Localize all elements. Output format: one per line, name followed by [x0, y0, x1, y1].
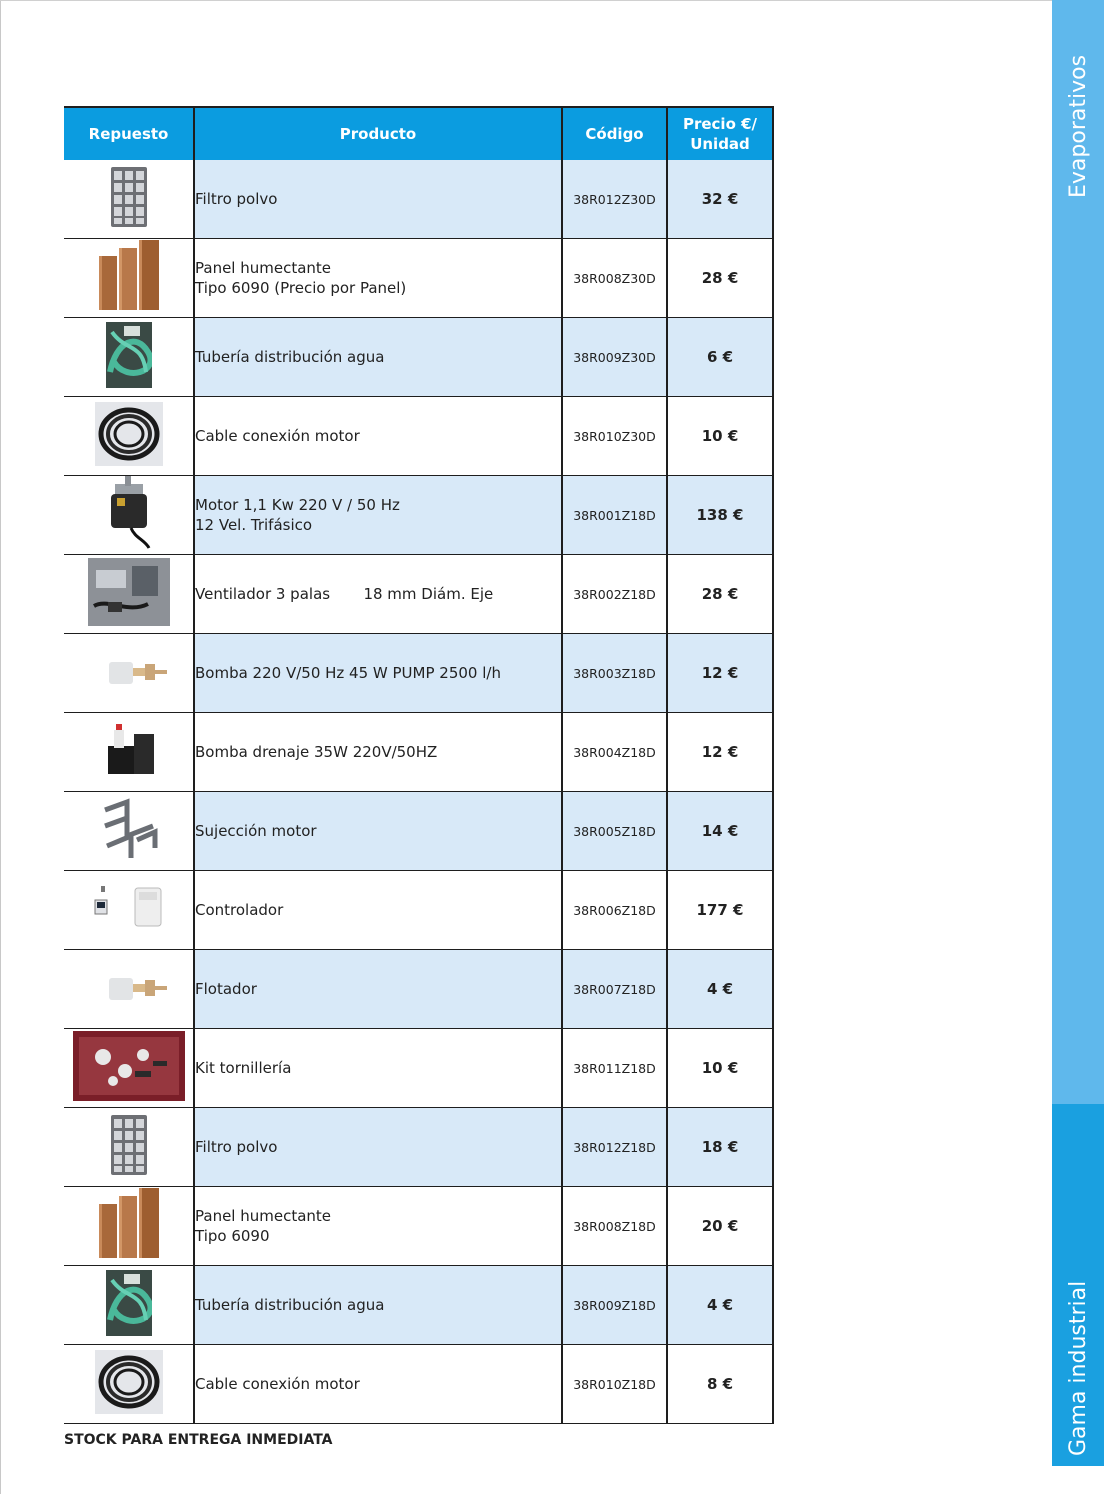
- table-row: [64, 1345, 773, 1424]
- motor-bracket-icon: [97, 796, 161, 866]
- codigo-cell: 38R007Z18D: [562, 950, 667, 1029]
- water-pipe-icon: [106, 322, 152, 392]
- codigo-cell: 38R008Z18D: [562, 1187, 667, 1266]
- side-tab-label: Evaporativos: [1066, 54, 1091, 198]
- table-row: [64, 555, 773, 634]
- codigo-cell: 38R006Z18D: [562, 871, 667, 950]
- precio-cell: 32 €: [667, 160, 773, 239]
- motor-icon: [101, 476, 157, 554]
- repuesto-cell: [64, 555, 194, 634]
- table-header-row: [64, 107, 773, 160]
- table-row: [64, 792, 773, 871]
- header-producto: Producto: [194, 107, 562, 160]
- repuesto-cell: [64, 713, 194, 792]
- precio-cell: 12 €: [667, 634, 773, 713]
- codigo-cell: 38R002Z18D: [562, 555, 667, 634]
- table-row: [64, 713, 773, 792]
- fan-kit-icon: [88, 558, 170, 630]
- air-filter-icon: [99, 165, 159, 233]
- producto-cell: Filtro polvo: [194, 1108, 562, 1187]
- page-border-top: [0, 0, 1104, 1]
- table-row: [64, 318, 773, 397]
- precio-cell: 10 €: [667, 1029, 773, 1108]
- page-border-left: [0, 0, 1, 1494]
- spare-parts-table: [64, 106, 774, 1424]
- codigo-cell: 38R012Z30D: [562, 160, 667, 239]
- stock-note: STOCK PARA ENTREGA INMEDIATA: [64, 1432, 333, 1448]
- producto-cell: Sujección motor: [194, 792, 562, 871]
- repuesto-cell: [64, 1029, 194, 1108]
- precio-cell: 18 €: [667, 1108, 773, 1187]
- repuesto-cell: [64, 476, 194, 555]
- codigo-cell: 38R009Z18D: [562, 1266, 667, 1345]
- cooling-pad-icon: [97, 1188, 161, 1264]
- codigo-cell: 38R003Z18D: [562, 634, 667, 713]
- producto-cell: Filtro polvo: [194, 160, 562, 239]
- precio-cell: 6 €: [667, 318, 773, 397]
- producto-cell: Kit tornillería: [194, 1029, 562, 1108]
- table-row: [64, 1029, 773, 1108]
- repuesto-cell: [64, 792, 194, 871]
- repuesto-cell: [64, 239, 194, 318]
- pump-icon: [87, 650, 171, 696]
- producto-cell: Tubería distribución agua: [194, 1266, 562, 1345]
- codigo-cell: 38R010Z18D: [562, 1345, 667, 1424]
- cable-coil-icon: [95, 1350, 163, 1418]
- side-tab-gama-industrial: [1052, 1104, 1104, 1466]
- producto-cell: Motor 1,1 Kw 220 V / 50 Hz 12 Vel. Trifásico: [194, 476, 562, 555]
- precio-cell: 14 €: [667, 792, 773, 871]
- codigo-cell: 38R008Z30D: [562, 239, 667, 318]
- producto-cell: Bomba drenaje 35W 220V/50HZ: [194, 713, 562, 792]
- precio-cell: 177 €: [667, 871, 773, 950]
- producto-cell: Bomba 220 V/50 Hz 45 W PUMP 2500 l/h: [194, 634, 562, 713]
- producto-cell: Panel humectante Tipo 6090 (Precio por Panel): [194, 239, 562, 318]
- repuesto-cell: [64, 1108, 194, 1187]
- producto-cell: Controlador: [194, 871, 562, 950]
- table-row: [64, 397, 773, 476]
- side-tab-evaporativos: [1052, 0, 1104, 1104]
- precio-cell: 28 €: [667, 239, 773, 318]
- producto-cell: Ventilador 3 palas 18 mm Diám. Eje: [194, 555, 562, 634]
- header-codigo: Código: [562, 107, 667, 160]
- producto-cell: Cable conexión motor: [194, 397, 562, 476]
- table-row: [64, 950, 773, 1029]
- codigo-cell: 38R011Z18D: [562, 1029, 667, 1108]
- precio-cell: 8 €: [667, 1345, 773, 1424]
- screw-kit-icon: [73, 1031, 185, 1105]
- precio-cell: 4 €: [667, 1266, 773, 1345]
- side-tab-label: Gama industrial: [1066, 1280, 1091, 1456]
- repuesto-cell: [64, 1187, 194, 1266]
- producto-cell: Cable conexión motor: [194, 1345, 562, 1424]
- precio-cell: 10 €: [667, 397, 773, 476]
- header-repuesto: Repuesto: [64, 107, 194, 160]
- repuesto-cell: [64, 1345, 194, 1424]
- float-valve-icon: [87, 966, 171, 1012]
- producto-cell: Panel humectante Tipo 6090: [194, 1187, 562, 1266]
- cooling-pad-icon: [97, 240, 161, 316]
- air-filter-icon: [99, 1113, 159, 1181]
- precio-cell: 12 €: [667, 713, 773, 792]
- repuesto-cell: [64, 397, 194, 476]
- precio-cell: 28 €: [667, 555, 773, 634]
- repuesto-cell: [64, 160, 194, 239]
- table-row: [64, 1108, 773, 1187]
- codigo-cell: 38R001Z18D: [562, 476, 667, 555]
- producto-cell: Tubería distribución agua: [194, 318, 562, 397]
- codigo-cell: 38R004Z18D: [562, 713, 667, 792]
- cable-coil-icon: [95, 402, 163, 470]
- repuesto-cell: [64, 634, 194, 713]
- drain-pump-icon: [96, 720, 162, 784]
- table-row: [64, 871, 773, 950]
- producto-cell: Flotador: [194, 950, 562, 1029]
- repuesto-cell: [64, 871, 194, 950]
- codigo-cell: 38R009Z30D: [562, 318, 667, 397]
- codigo-cell: 38R012Z18D: [562, 1108, 667, 1187]
- table-row: [64, 239, 773, 318]
- codigo-cell: 38R005Z18D: [562, 792, 667, 871]
- repuesto-cell: [64, 318, 194, 397]
- precio-cell: 138 €: [667, 476, 773, 555]
- precio-cell: 20 €: [667, 1187, 773, 1266]
- repuesto-cell: [64, 950, 194, 1029]
- header-precio: Precio €/ Unidad: [667, 107, 773, 160]
- precio-cell: 4 €: [667, 950, 773, 1029]
- table-row: [64, 634, 773, 713]
- table-row: [64, 1187, 773, 1266]
- table-row: [64, 476, 773, 555]
- codigo-cell: 38R010Z30D: [562, 397, 667, 476]
- table-row: [64, 160, 773, 239]
- water-pipe-icon: [106, 1270, 152, 1340]
- controller-icon: [89, 884, 169, 936]
- repuesto-cell: [64, 1266, 194, 1345]
- table-row: [64, 1266, 773, 1345]
